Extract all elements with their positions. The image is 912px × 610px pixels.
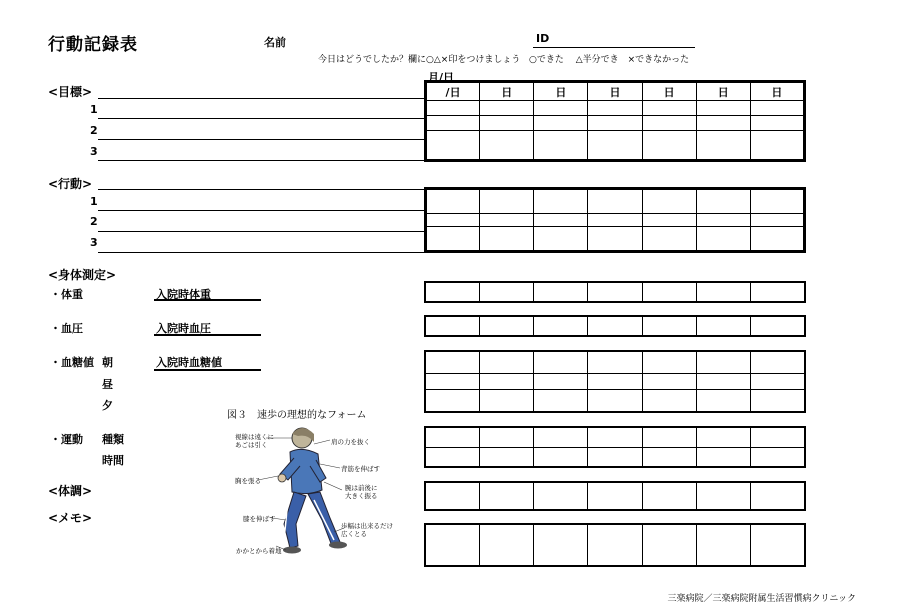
grid-cell[interactable] bbox=[479, 351, 533, 374]
grid-cell[interactable] bbox=[588, 189, 642, 214]
grid-cell[interactable] bbox=[534, 214, 588, 227]
exercise-grid bbox=[424, 426, 806, 468]
action-number: 2 bbox=[90, 215, 98, 228]
grid-cell[interactable] bbox=[642, 389, 696, 412]
grid-cell[interactable] bbox=[642, 189, 696, 214]
grid-cell[interactable] bbox=[751, 389, 805, 412]
grid-cell[interactable] bbox=[696, 524, 750, 566]
note-text: 大きく振る bbox=[345, 492, 378, 500]
condition-section-label: <体調> bbox=[48, 484, 93, 498]
grid-cell[interactable] bbox=[588, 351, 642, 374]
grid-cell[interactable] bbox=[588, 131, 642, 161]
actions-section-label: <行動> bbox=[48, 177, 93, 191]
exercise-time-label: 時間 bbox=[102, 454, 124, 467]
grid-cell[interactable] bbox=[696, 482, 750, 510]
blood-pressure-grid bbox=[424, 315, 806, 337]
condition-grid bbox=[424, 481, 806, 511]
goals-grid bbox=[424, 80, 806, 162]
grid-cell[interactable] bbox=[696, 226, 750, 251]
grid-cell[interactable] bbox=[588, 116, 642, 131]
grid-cell[interactable] bbox=[480, 131, 534, 161]
grid-cell[interactable] bbox=[426, 214, 480, 227]
grid-cell[interactable] bbox=[642, 447, 696, 467]
grid-cell[interactable] bbox=[642, 282, 696, 302]
admission-weight-label: 入院時体重 bbox=[156, 288, 211, 301]
grid-cell[interactable] bbox=[696, 316, 750, 336]
grid-cell[interactable] bbox=[426, 116, 480, 131]
goal-row bbox=[426, 101, 805, 116]
grid-cell[interactable] bbox=[479, 482, 533, 510]
footer-text: 三楽病院／三楽病院附属生活習慣病クリニック bbox=[667, 594, 856, 604]
goal-number: 3 bbox=[90, 145, 98, 158]
date-header-label: 月/日 bbox=[428, 71, 455, 84]
blood-pressure-label: ・血圧 bbox=[50, 322, 83, 335]
grid-cell[interactable] bbox=[425, 374, 479, 389]
grid-cell[interactable] bbox=[480, 189, 534, 214]
grid-cell[interactable] bbox=[425, 427, 479, 447]
day-column-header: 日 bbox=[588, 82, 642, 101]
morning-label: 朝 bbox=[102, 356, 113, 369]
measurements-section-label: <身体測定> bbox=[48, 268, 117, 282]
note-stride bbox=[341, 522, 393, 538]
grid-cell[interactable] bbox=[588, 389, 642, 412]
id-field[interactable] bbox=[533, 47, 695, 48]
memo-section-label: <メモ> bbox=[48, 511, 93, 525]
admission-sugar-field[interactable] bbox=[154, 369, 261, 371]
grid-cell[interactable] bbox=[425, 316, 479, 336]
grid-cell[interactable] bbox=[696, 427, 750, 447]
goal-line-3[interactable] bbox=[98, 160, 424, 161]
grid-cell[interactable] bbox=[751, 482, 805, 510]
grid-cell[interactable] bbox=[534, 226, 588, 251]
grid-cell[interactable] bbox=[479, 374, 533, 389]
goal-number: 2 bbox=[90, 124, 98, 137]
grid-cell[interactable] bbox=[479, 282, 533, 302]
grid-cell[interactable] bbox=[479, 524, 533, 566]
grid-cell[interactable] bbox=[480, 214, 534, 227]
grid-cell[interactable] bbox=[642, 226, 696, 251]
grid-cell[interactable] bbox=[750, 214, 804, 227]
grid-cell[interactable] bbox=[642, 374, 696, 389]
grid-cell[interactable] bbox=[588, 482, 642, 510]
grid-cell[interactable] bbox=[751, 316, 805, 336]
grid-cell[interactable] bbox=[642, 351, 696, 374]
grid-cell[interactable] bbox=[751, 427, 805, 447]
day-column-header: 日 bbox=[534, 82, 588, 101]
actions-grid bbox=[424, 187, 806, 253]
exercise-label: ・運動 bbox=[50, 433, 83, 446]
grid-cell[interactable] bbox=[750, 189, 804, 214]
weight-label: ・体重 bbox=[50, 288, 83, 301]
note-heel: かかとから着地 bbox=[236, 547, 282, 555]
goal-line-0[interactable] bbox=[98, 98, 424, 99]
goal-line-1[interactable] bbox=[98, 118, 424, 119]
instruction-text: 今日はどうでしたか？欄に○△×印をつけましょう bbox=[318, 55, 521, 65]
action-line-1[interactable] bbox=[98, 210, 424, 211]
action-line-3[interactable] bbox=[98, 252, 424, 253]
note-text: 腕は前後に bbox=[345, 484, 378, 492]
grid-cell[interactable] bbox=[642, 101, 696, 116]
grid-cell[interactable] bbox=[751, 524, 805, 566]
grid-cell[interactable] bbox=[696, 214, 750, 227]
grid-cell[interactable] bbox=[751, 374, 805, 389]
goal-row bbox=[426, 131, 805, 161]
goal-line-2[interactable] bbox=[98, 139, 424, 140]
admission-bp-label: 入院時血圧 bbox=[156, 322, 211, 335]
grid-cell[interactable] bbox=[425, 524, 479, 566]
grid-cell[interactable] bbox=[479, 389, 533, 412]
grid-cell[interactable] bbox=[588, 226, 642, 251]
action-number: 1 bbox=[90, 195, 98, 208]
day-column-header: 日 bbox=[696, 82, 750, 101]
exercise-type-label: 種類 bbox=[102, 433, 124, 446]
grid-cell[interactable] bbox=[588, 427, 642, 447]
grid-cell[interactable] bbox=[696, 447, 750, 467]
weight-grid bbox=[424, 281, 806, 303]
day-column-header: 日 bbox=[642, 82, 696, 101]
grid-cell[interactable] bbox=[642, 214, 696, 227]
grid-cell[interactable] bbox=[642, 131, 696, 161]
grid-cell[interactable] bbox=[642, 427, 696, 447]
grid-cell[interactable] bbox=[696, 131, 750, 161]
blood-sugar-grid bbox=[424, 350, 806, 413]
admission-bp-field[interactable] bbox=[154, 334, 261, 336]
action-row bbox=[426, 189, 805, 214]
blood-sugar-label: ・血糖値 bbox=[50, 356, 94, 369]
grid-cell[interactable] bbox=[751, 282, 805, 302]
page-title: 行動記録表 bbox=[48, 35, 138, 55]
evening-label: 夕 bbox=[102, 399, 113, 412]
day-column-header: /日 bbox=[426, 82, 480, 101]
grid-cell[interactable] bbox=[751, 447, 805, 467]
goal-row bbox=[426, 116, 805, 131]
grid-cell[interactable] bbox=[426, 189, 480, 214]
note-back: 背筋を伸ばす bbox=[341, 465, 380, 473]
grid-cell[interactable] bbox=[534, 524, 588, 566]
grid-cell[interactable] bbox=[534, 116, 588, 131]
grid-cell[interactable] bbox=[750, 116, 804, 131]
goal-number: 1 bbox=[90, 103, 98, 116]
grid-cell[interactable] bbox=[588, 447, 642, 467]
grid-cell[interactable] bbox=[588, 101, 642, 116]
grid-cell[interactable] bbox=[480, 226, 534, 251]
action-row bbox=[426, 226, 805, 251]
note-knee: 膝を伸ばす bbox=[243, 515, 276, 523]
day-column-header: 日 bbox=[480, 82, 534, 101]
grid-cell[interactable] bbox=[750, 131, 804, 161]
note-shoulder: 肩の力を抜く bbox=[331, 438, 370, 446]
grid-cell[interactable] bbox=[534, 282, 588, 302]
grid-cell[interactable] bbox=[642, 524, 696, 566]
note-chest: 胸を張る bbox=[235, 477, 261, 485]
action-line-0[interactable] bbox=[98, 189, 424, 190]
grid-cell[interactable] bbox=[588, 374, 642, 389]
grid-cell[interactable] bbox=[750, 101, 804, 116]
admission-weight-field[interactable] bbox=[154, 299, 261, 301]
grid-cell[interactable] bbox=[534, 189, 588, 214]
note-elbow bbox=[345, 484, 378, 500]
note-text: 視線は遠くに bbox=[235, 433, 274, 441]
goals-section-label: <目標> bbox=[48, 85, 93, 99]
name-label: 名前 bbox=[264, 36, 286, 49]
grid-cell[interactable] bbox=[480, 116, 534, 131]
grid-cell[interactable] bbox=[696, 116, 750, 131]
grid-cell[interactable] bbox=[480, 101, 534, 116]
grid-cell[interactable] bbox=[534, 316, 588, 336]
action-row bbox=[426, 214, 805, 227]
note-text: 歩幅は出来るだけ bbox=[341, 522, 393, 530]
noon-label: 昼 bbox=[102, 378, 113, 391]
grid-cell[interactable] bbox=[534, 101, 588, 116]
grid-cell[interactable] bbox=[425, 447, 479, 467]
grid-cell[interactable] bbox=[534, 389, 588, 412]
grid-cell[interactable] bbox=[534, 351, 588, 374]
grid-cell[interactable] bbox=[534, 482, 588, 510]
grid-cell[interactable] bbox=[479, 447, 533, 467]
note-text: あごは引く bbox=[235, 441, 268, 449]
id-label: ID bbox=[536, 32, 550, 45]
grid-cell[interactable] bbox=[696, 282, 750, 302]
grid-cell[interactable] bbox=[534, 131, 588, 161]
grid-cell[interactable] bbox=[534, 374, 588, 389]
grid-cell[interactable] bbox=[479, 427, 533, 447]
grid-cell[interactable] bbox=[588, 524, 642, 566]
grid-cell[interactable] bbox=[588, 282, 642, 302]
legend-text: ○できた △半分でき ×できなかった bbox=[529, 55, 690, 65]
grid-cell[interactable] bbox=[425, 351, 479, 374]
grid-cell[interactable] bbox=[534, 427, 588, 447]
action-number: 3 bbox=[90, 236, 98, 249]
admission-sugar-label: 入院時血糖値 bbox=[156, 356, 222, 369]
grid-cell[interactable] bbox=[479, 316, 533, 336]
day-column-header: 日 bbox=[750, 82, 804, 101]
grid-cell[interactable] bbox=[696, 374, 750, 389]
grid-cell[interactable] bbox=[696, 189, 750, 214]
grid-cell[interactable] bbox=[426, 131, 480, 161]
grid-cell[interactable] bbox=[642, 116, 696, 131]
grid-cell[interactable] bbox=[425, 389, 479, 412]
note-text: 広くとる bbox=[341, 530, 367, 538]
grid-cell[interactable] bbox=[642, 316, 696, 336]
grid-cell[interactable] bbox=[642, 482, 696, 510]
grid-cell[interactable] bbox=[425, 482, 479, 510]
grid-cell[interactable] bbox=[750, 226, 804, 251]
grid-cell[interactable] bbox=[696, 351, 750, 374]
grid-cell[interactable] bbox=[426, 226, 480, 251]
grid-cell[interactable] bbox=[751, 351, 805, 374]
grid-cell[interactable] bbox=[588, 214, 642, 227]
action-line-2[interactable] bbox=[98, 231, 424, 232]
grid-cell[interactable] bbox=[588, 316, 642, 336]
grid-cell[interactable] bbox=[534, 447, 588, 467]
grid-cell[interactable] bbox=[696, 101, 750, 116]
note-gaze bbox=[235, 433, 274, 449]
grid-cell[interactable] bbox=[425, 282, 479, 302]
memo-grid bbox=[424, 523, 806, 567]
grid-cell[interactable] bbox=[696, 389, 750, 412]
grid-cell[interactable] bbox=[426, 101, 480, 116]
figure-caption: 図３ 速歩の理想的なフォーム bbox=[227, 410, 367, 421]
